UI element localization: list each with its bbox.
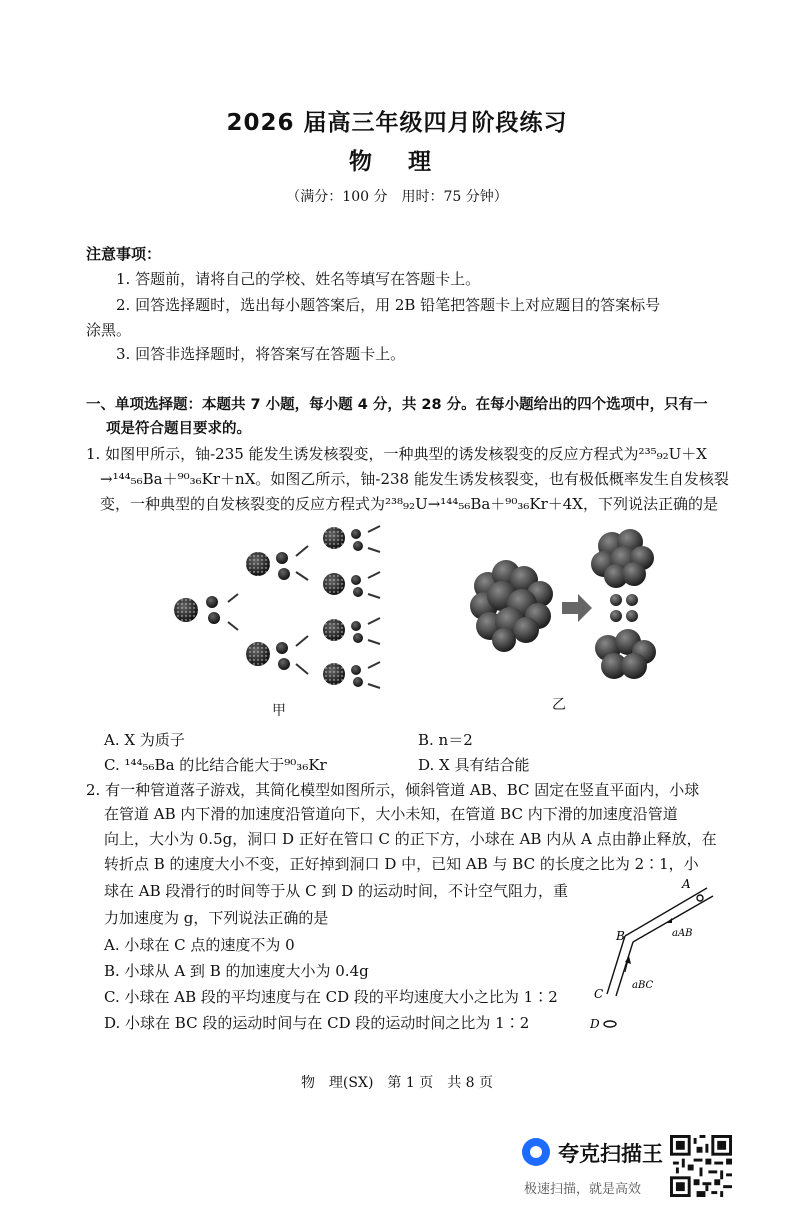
note-item-2-cont: 涂黑。 — [86, 321, 132, 339]
q1-option-c: C. ¹⁴⁴₅₆Ba 的比结合能大于⁹⁰₃₆Kr — [104, 756, 327, 774]
uranium-nucleus-initial — [174, 598, 198, 622]
label-b: B — [616, 929, 625, 943]
watermark-brand: 夸克扫描王 — [558, 1142, 663, 1166]
figure-a-label: 甲 — [272, 703, 286, 719]
exam-meta: （满分：100 分 用时：75 分钟） — [286, 189, 508, 205]
watermark-slogan: 极速扫描，就是高效 — [524, 1182, 642, 1197]
q2-line-3: 向上，大小为 0.5g，洞口 D 正好在管口 C 的正下方，小球在 AB 内从 A 点由静止释放，在 — [104, 830, 717, 848]
q2-line-1: 2. 有一种管道落子游戏，其简化模型如图所示，倾斜管道 AB、BC 固定在竖直平面内，小球 — [86, 781, 700, 799]
spontaneous-fission-figure — [466, 524, 666, 690]
page-title: 2026 届高三年级四月阶段练习 — [226, 110, 568, 136]
quark-logo-icon — [522, 1138, 550, 1166]
page-footer: 物 理(SX) 第 1 页 共 8 页 — [300, 1075, 494, 1091]
pipe-game-figure — [586, 876, 716, 1032]
label-c: C — [594, 987, 604, 1001]
note-item-2: 2. 回答选择题时，选出每小题答案后，用 2B 铅笔把答题卡上对应题目的答案标号 — [116, 296, 661, 314]
note-item-1: 1. 答题前，请将自己的学校、姓名等填写在答题卡上。 — [116, 270, 481, 288]
q2-option-d: D. 小球在 BC 段的运动时间与在 CD 段的运动时间之比为 1∶2 — [104, 1014, 530, 1032]
q2-option-b: B. 小球从 A 到 B 的加速度大小为 0.4g — [104, 962, 369, 980]
q1-option-d: D. X 具有结合能 — [418, 756, 530, 774]
notes-heading: 注意事项： — [86, 245, 162, 263]
q1-line-1: 1. 如图甲所示，铀-235 能发生诱发核裂变，一种典型的诱发核裂变的反应方程式为²³⁵₉₂U＋X — [86, 445, 707, 463]
q2-line-4: 转折点 B 的速度大小不变，正好掉到洞口 D 中，已知 AB 与 BC 的长度之比为 2∶1，小 — [104, 855, 699, 873]
uranium-238-nucleus — [470, 560, 553, 652]
label-a-bc: aBC — [632, 980, 654, 991]
page-subject: 物 理 — [348, 149, 445, 175]
q1-option-b: B. n＝2 — [418, 731, 473, 749]
neutrons — [610, 594, 638, 622]
q2-line-6: 力加速度为 g，下列说法正确的是 — [104, 909, 329, 927]
q1-line-2: →¹⁴⁴₅₆Ba＋⁹⁰₃₆Kr＋nX。如图乙所示，铀-238 能发生诱发核裂变，也有极低概率发生自发核裂 — [100, 470, 729, 488]
section-heading: 一、单项选择题：本题共 7 小题，每小题 4 分，共 28 分。在每小题给出的四个选项中，只有一 — [86, 397, 708, 413]
qr-code-icon — [670, 1135, 732, 1197]
q2-line-5: 球在 AB 段滑行的时间等于从 C 到 D 的运动时间，不计空气阻力，重 — [104, 882, 568, 900]
label-a: A — [682, 877, 691, 891]
q2-line-2: 在管道 AB 内下滑的加速度沿管道向下，大小未知，在管道 BC 内下滑的加速度沿管道 — [104, 805, 678, 823]
fragment-upper — [591, 529, 654, 588]
arrow-icon — [562, 594, 592, 622]
q2-option-c: C. 小球在 AB 段的平均速度与在 CD 段的平均速度大小之比为 1∶2 — [104, 988, 558, 1006]
q1-option-a: A. X 为质子 — [104, 731, 185, 749]
fission-chain-figure — [168, 522, 400, 698]
q2-option-a: A. 小球在 C 点的速度不为 0 — [104, 936, 295, 954]
figure-b-label: 乙 — [552, 697, 566, 713]
label-d: D — [590, 1017, 600, 1031]
fragment-lower — [595, 629, 656, 679]
section-heading-cont: 项是符合题目要求的。 — [106, 421, 251, 437]
note-item-3: 3. 回答非选择题时，将答案写在答题卡上。 — [116, 345, 406, 363]
label-a-ab: aAB — [672, 928, 693, 939]
q1-line-3: 变，一种典型的自发核裂变的反应方程式为²³⁸₉₂U→¹⁴⁴₅₆Ba＋⁹⁰₃₆Kr＋4X，下列说法正确的是 — [100, 495, 718, 513]
